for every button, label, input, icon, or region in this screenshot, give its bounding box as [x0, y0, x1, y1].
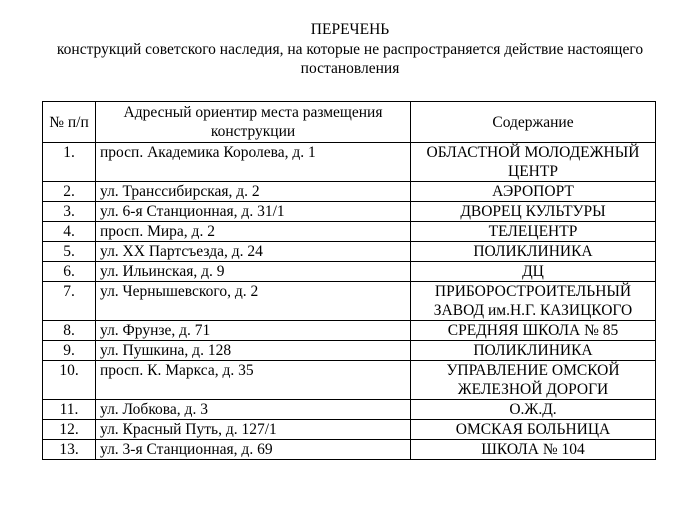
- row-address: ул. 3-я Станционная, д. 69: [96, 440, 411, 460]
- row-address: ул. Лобкова, д. 3: [96, 400, 411, 420]
- row-number: 6.: [43, 262, 96, 282]
- table-row: [43, 182, 656, 202]
- row-content: ОМСКАЯ БОЛЬНИЦА: [411, 420, 656, 440]
- document-subtitle: конструкций советского наследия, на которые не распространяется действие настоящего постановления: [56, 41, 644, 77]
- row-content: ТЕЛЕЦЕНТР: [411, 222, 656, 242]
- row-address: ул. XX Партсъезда, д. 24: [96, 242, 411, 262]
- row-number: 3.: [43, 202, 96, 222]
- table-row: [43, 440, 656, 460]
- row-content: ДЦ: [411, 262, 656, 282]
- row-number: 9.: [43, 341, 96, 361]
- row-content: ДВОРЕЦ КУЛЬТУРЫ: [411, 202, 656, 222]
- row-address: просп. Мира, д. 2: [96, 222, 411, 242]
- row-address: ул. Красный Путь, д. 127/1: [96, 420, 411, 440]
- table-row: [43, 341, 656, 361]
- row-content: О.Ж.Д.: [411, 400, 656, 420]
- row-content: СРЕДНЯЯ ШКОЛА № 85: [411, 321, 656, 341]
- row-number: 11.: [43, 400, 96, 420]
- row-address: ул. Транссибирская, д. 2: [96, 182, 411, 202]
- table-body: [43, 143, 656, 460]
- row-number: 13.: [43, 440, 96, 460]
- row-address: ул. Фрунзе, д. 71: [96, 321, 411, 341]
- row-address: ул. Ильинская, д. 9: [96, 262, 411, 282]
- row-number: 12.: [43, 420, 96, 440]
- row-number: 5.: [43, 242, 96, 262]
- row-address: просп. Академика Королева, д. 1: [96, 143, 411, 182]
- table-row: [43, 242, 656, 262]
- table-row: [43, 361, 656, 400]
- table-row: [43, 262, 656, 282]
- row-number: 8.: [43, 321, 96, 341]
- row-number: 7.: [43, 282, 96, 321]
- header-address: Адресный ориентир места размещения конструкции: [96, 102, 411, 143]
- row-address: ул. 6-я Станционная, д. 31/1: [96, 202, 411, 222]
- row-address: ул. Чернышевского, д. 2: [96, 282, 411, 321]
- row-content: ШКОЛА № 104: [411, 440, 656, 460]
- header-num: № п/п: [43, 102, 96, 143]
- table-row: [43, 222, 656, 242]
- row-content: ОБЛАСТНОЙ МОЛОДЕЖНЫЙ ЦЕНТР: [411, 143, 656, 182]
- table-header-row: [43, 102, 656, 143]
- row-content: ПРИБОРОСТРОИТЕЛЬНЫЙ ЗАВОД им.Н.Г. КАЗИЦКОГО: [411, 282, 656, 321]
- row-content: АЭРОПОРТ: [411, 182, 656, 202]
- table-row: [43, 143, 656, 182]
- row-number: 10.: [43, 361, 96, 400]
- row-number: 4.: [43, 222, 96, 242]
- table-row: [43, 420, 656, 440]
- table-row: [43, 202, 656, 222]
- document-title: ПЕРЕЧЕНЬ: [310, 21, 390, 38]
- row-number: 1.: [43, 143, 96, 182]
- table-row: [43, 321, 656, 341]
- row-content: УПРАВЛЕНИЕ ОМСКОЙ ЖЕЛЕЗНОЙ ДОРОГИ: [411, 361, 656, 400]
- header-content: Содержание: [411, 102, 656, 143]
- constructions-table: [42, 101, 656, 460]
- row-address: просп. К. Маркса, д. 35: [96, 361, 411, 400]
- row-address: ул. Пушкина, д. 128: [96, 341, 411, 361]
- table-row: [43, 282, 656, 321]
- table-row: [43, 400, 656, 420]
- row-number: 2.: [43, 182, 96, 202]
- row-content: ПОЛИКЛИНИКА: [411, 341, 656, 361]
- row-content: ПОЛИКЛИНИКА: [411, 242, 656, 262]
